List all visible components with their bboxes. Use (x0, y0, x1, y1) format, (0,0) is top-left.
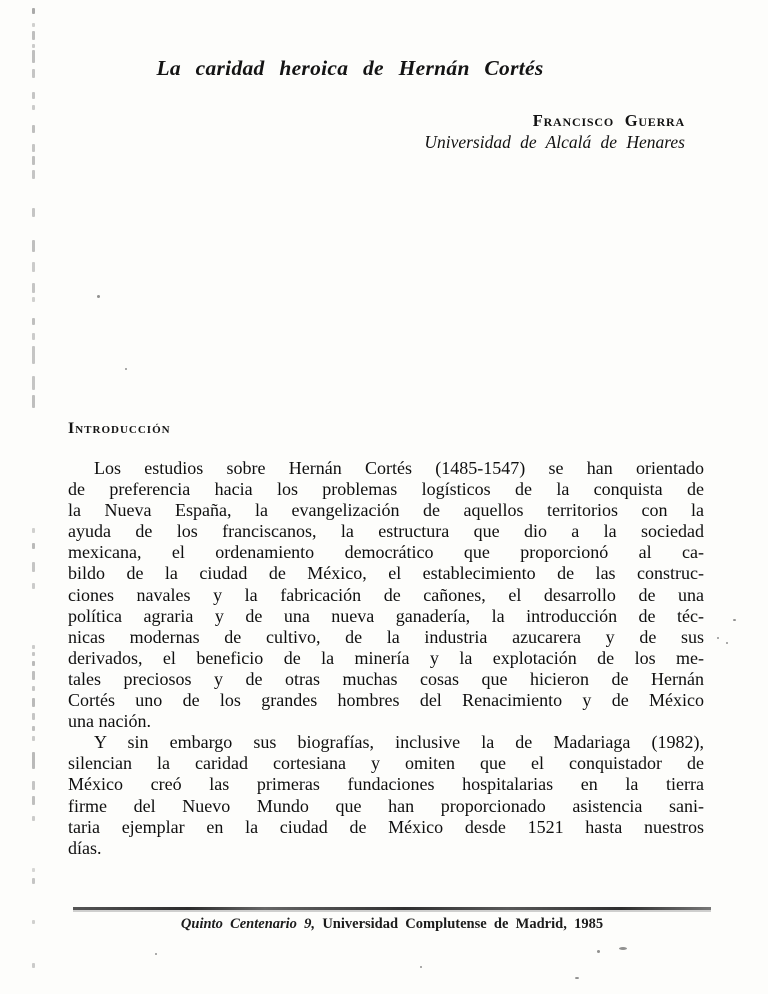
text-line: nicas modernas de cultivo, de la industria azucarera y de sus (68, 626, 704, 647)
scan-speck (125, 368, 127, 370)
scan-gutter-mark (32, 125, 35, 133)
scan-speck (575, 977, 579, 979)
scan-gutter-mark (32, 583, 35, 589)
text-line: Cortés uno de los grandes hombres del Renacimiento y de México (68, 690, 704, 711)
scan-gutter-mark (32, 698, 35, 707)
scan-speck (97, 295, 100, 298)
scan-gutter-mark (32, 240, 35, 252)
journal-title: Quinto Centenario 9, (180, 916, 316, 932)
scan-speck (733, 619, 736, 621)
scan-gutter-mark (32, 105, 35, 110)
scan-speck (597, 950, 600, 953)
scan-gutter-mark (32, 23, 35, 27)
scan-gutter-mark (32, 31, 35, 40)
scan-speck (420, 966, 422, 968)
text-line: ayuda de los franciscanos, la estructura que dio a la sociedad (68, 521, 704, 542)
scan-gutter-mark (32, 156, 35, 165)
scan-gutter-mark (32, 661, 35, 666)
scan-gutter-mark (32, 395, 35, 408)
scan-gutter-mark (32, 92, 35, 99)
scan-gutter-mark (32, 283, 35, 293)
scan-gutter-mark (32, 781, 35, 790)
text-line: silencian la caridad cortesiana y omiten que el conquistador de (68, 753, 704, 774)
scan-gutter-mark (32, 318, 35, 325)
text-line: bildo de la ciudad de México, el establecimiento de las construc- (68, 563, 704, 584)
text-line: la Nueva España, la evangelización de aquellos territorios con la (68, 500, 704, 521)
text-line: tales preciosos y de otras muchas cosas que hicieron de Hernán (68, 668, 704, 689)
text-line: mexicana, el ordenamiento democrático que proporcionó al ca- (68, 542, 704, 563)
scan-gutter-mark (32, 726, 35, 731)
text-line: política agraria y de una nueva ganadería, la introducción de téc- (68, 605, 704, 626)
scan-gutter-mark (32, 346, 35, 364)
scan-gutter-mark (32, 8, 35, 14)
text-line: México creó las primeras fundaciones hospitalarias en la tierra (68, 774, 704, 795)
scan-speck (619, 947, 627, 950)
text-line: ciones navales y la fabricación de cañones, el desarrollo de una (68, 584, 704, 605)
author-name: Francisco Guerra (532, 111, 685, 130)
scan-gutter-mark (32, 208, 35, 217)
author-affiliation: Universidad de Alcalá de Henares (424, 132, 685, 152)
scan-gutter-mark (32, 262, 35, 272)
scan-gutter-mark (32, 170, 35, 179)
scan-speck (726, 642, 728, 644)
scan-gutter-mark (32, 333, 35, 340)
scan-speck (717, 637, 719, 639)
scan-gutter-mark (32, 671, 35, 680)
scan-gutter-mark (32, 645, 35, 649)
scan-gutter-mark (32, 376, 35, 390)
scan-gutter-mark (32, 878, 35, 884)
text-line: una nación. (68, 711, 151, 732)
scan-gutter-mark (32, 736, 35, 741)
text-line: Los estudios sobre Hernán Cortés (1485-1547) se han orientado (94, 458, 704, 478)
scan-gutter-mark (32, 713, 35, 720)
imprint-publisher: Universidad Complutense de Madrid, 1985 (315, 916, 604, 932)
scan-gutter-mark (32, 652, 35, 656)
text-line: taria ejemplar en la ciudad de México desde 1521 hasta nuestros (68, 816, 704, 837)
scan-gutter-mark (32, 144, 35, 152)
footer-rule (73, 907, 711, 910)
scan-speck (155, 953, 157, 955)
scan-gutter-mark (32, 44, 35, 48)
text-line: firme del Nuevo Mundo que han proporcionado asistencia sani- (68, 795, 704, 816)
scan-gutter-mark (32, 562, 35, 572)
scan-gutter-mark (32, 543, 35, 549)
scan-gutter-mark (32, 963, 35, 968)
scan-gutter-mark (32, 297, 35, 302)
text-line: de preferencia hacia los problemas logísticos de la conquista de (68, 479, 704, 500)
scan-gutter-mark (32, 868, 35, 872)
article-title: La caridad heroica de Hernán Cortés (156, 56, 544, 80)
imprint-line (73, 916, 711, 933)
scan-gutter-mark (32, 752, 35, 769)
byline (424, 111, 685, 153)
article-body (68, 458, 704, 859)
scan-gutter-mark (32, 920, 35, 924)
section-heading-introduccion: Introducción (68, 420, 171, 437)
text-line: días. (68, 837, 102, 858)
scan-gutter-mark (32, 686, 35, 691)
scan-gutter-mark (32, 796, 35, 805)
scan-gutter-mark (32, 528, 35, 533)
text-line: Y sin embargo sus biografías, inclusive la de Madariaga (1982), (94, 732, 704, 753)
text-line: derivados, el beneficio de la minería y la explotación de los me- (68, 647, 704, 668)
scan-gutter-mark (32, 816, 35, 821)
